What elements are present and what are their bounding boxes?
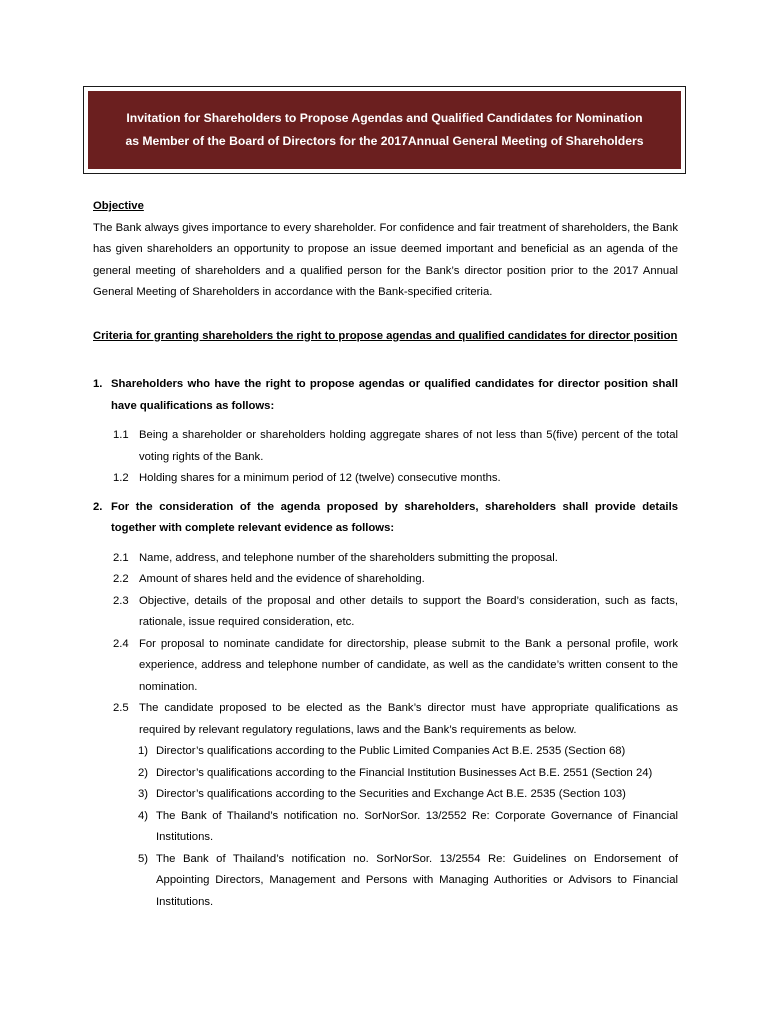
nested-list-item bbox=[93, 784, 678, 806]
section-2 bbox=[93, 497, 678, 914]
objective-paragraph: The Bank always gives importance to every shareholder. For confidence and fair treatment of shareholders, the Bank has given shareholders an opportunity to propose an issue deemed important and beneficial as an agenda of the general meeting of shareholders and a qualified person for the Bank’s director position prior to the 2017 Annual General Meeting of Shareholders in accordance with the Bank-specified criteria. bbox=[93, 221, 678, 298]
item-text: Being a shareholder or shareholders holding aggregate shares of not less than 5(five) percent of the total voting rights of the Bank. bbox=[139, 429, 678, 463]
objective-heading: Objective bbox=[93, 200, 144, 212]
nested-item-text: Director’s qualifications according to the Financial Institution Businesses Act B.E. 2551 (Section 24) bbox=[156, 766, 653, 779]
nested-list-item bbox=[93, 806, 678, 849]
item-text: The candidate proposed to be elected as the Bank’s director must have appropriate qualifications as required by relevant regulatory regulations, laws and the Bank’s requirements as below. bbox=[139, 702, 678, 736]
nested-item-number: 2) bbox=[138, 766, 149, 779]
nested-list-item bbox=[93, 763, 678, 785]
title-banner bbox=[88, 91, 681, 169]
section-2-number: 2. bbox=[93, 500, 103, 513]
item-number: 2.4 bbox=[113, 637, 129, 650]
item-number: 2.3 bbox=[113, 594, 129, 607]
nested-list-item bbox=[93, 849, 678, 914]
nested-item-number: 1) bbox=[138, 745, 149, 757]
item-text: Objective, details of the proposal and other details to support the Board’s consideration, such as facts, rationale, issue required consideration, etc. bbox=[139, 594, 678, 628]
list-item bbox=[93, 569, 678, 591]
section-2-text: For the consideration of the agenda proposed by shareholders, shareholders shall provide details together with complete relevant evidence as follows: bbox=[111, 500, 678, 534]
section-1-text: Shareholders who have the right to propose agendas or qualified candidates for director position shall have qualifications as follows: bbox=[111, 378, 678, 412]
title-banner-frame bbox=[83, 86, 686, 174]
item-number: 1.2 bbox=[113, 472, 129, 484]
item-text: Name, address, and telephone number of the shareholders submitting the proposal. bbox=[139, 551, 558, 564]
nested-item-text: Director’s qualifications according to the Public Limited Companies Act B.E. 2535 (Section 68) bbox=[156, 745, 626, 757]
nested-list-item bbox=[93, 741, 678, 763]
nested-item-number: 4) bbox=[138, 809, 149, 822]
section-2-heading bbox=[93, 497, 678, 540]
nested-item-text: The Bank of Thailand’s notification no. SorNorSor. 13/2554 Re: Guidelines on Endorsement of Appointing Directors, Management and Persons with Managing Authorities or Advisors to Financial Institutions. bbox=[156, 852, 678, 908]
item-number: 1.1 bbox=[113, 429, 129, 441]
item-text: For proposal to nominate candidate for directorship, please submit to the Bank a personal profile, work experience, address and telephone number of candidate, as well as the candidate’s written consent to the nomination. bbox=[139, 637, 678, 693]
nested-item-number: 5) bbox=[138, 852, 149, 865]
document-body bbox=[93, 196, 678, 913]
nested-item-text: The Bank of Thailand’s notification no. SorNorSor. 13/2552 Re: Corporate Governance of Financial Institutions. bbox=[156, 809, 678, 843]
list-item bbox=[93, 468, 678, 490]
list-item bbox=[93, 548, 678, 570]
item-number: 2.2 bbox=[113, 573, 129, 585]
list-item bbox=[93, 425, 678, 468]
item-text: Amount of shares held and the evidence of shareholding. bbox=[139, 573, 425, 585]
item-text: Holding shares for a minimum period of 12 (twelve) consecutive months. bbox=[139, 472, 501, 484]
list-item bbox=[93, 698, 678, 741]
title-line-1: Invitation for Shareholders to Propose Agendas and Qualified Candidates for Nomination bbox=[126, 111, 643, 125]
item-number: 2.5 bbox=[113, 702, 129, 714]
section-1-number: 1. bbox=[93, 378, 103, 390]
title-line-2: as Member of the Board of Directors for the 2017Annual General Meeting of Shareholders bbox=[125, 134, 644, 148]
item-number: 2.1 bbox=[113, 551, 129, 564]
nested-item-text: Director’s qualifications according to the Securities and Exchange Act B.E. 2535 (Section 103) bbox=[156, 788, 626, 800]
list-item bbox=[93, 634, 678, 699]
section-1 bbox=[93, 374, 678, 490]
list-item bbox=[93, 591, 678, 634]
section-1-heading bbox=[93, 374, 678, 417]
criteria-heading: Criteria for granting shareholders the right to propose agendas and qualified candidates for director position bbox=[93, 329, 678, 342]
nested-item-number: 3) bbox=[138, 788, 149, 800]
